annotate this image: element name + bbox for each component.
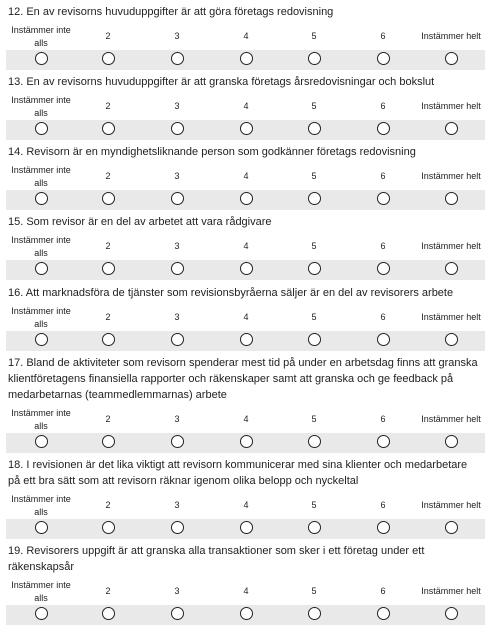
radio-option-4[interactable] (240, 122, 253, 135)
scale-label-3: 3 (174, 171, 180, 181)
radio-option-6[interactable] (377, 333, 390, 346)
scale-label-4: 4 (243, 31, 249, 41)
radio-option-7[interactable] (445, 262, 458, 275)
radio-option-2[interactable] (102, 192, 115, 205)
scale-label-1: Instämmer inte alls (11, 408, 71, 431)
scale-label-1: Instämmer inte alls (11, 494, 71, 517)
radio-option-1[interactable] (35, 122, 48, 135)
question-text: 17. Bland de aktiviteter som revisorn spenderar mest tid på under en arbetsdag finns att granska klientföretagens finansiella rapporter och räkenskaper samt att granska och ge feedback på medarbetarnas (teammedlemmarnas) arbete (8, 357, 478, 401)
radio-option-6[interactable] (377, 607, 390, 620)
scale-label-5: 5 (311, 101, 317, 111)
radio-option-3[interactable] (171, 262, 184, 275)
scale-label-1: Instämmer inte alls (11, 580, 71, 603)
scale-label-2: 2 (105, 586, 111, 596)
radio-row (6, 190, 485, 210)
scale-label-7: Instämmer helt (421, 31, 481, 41)
radio-option-5[interactable] (308, 521, 321, 534)
scale-label-4: 4 (243, 241, 249, 251)
scale-label-5: 5 (311, 500, 317, 510)
radio-row (6, 331, 485, 351)
radio-option-1[interactable] (35, 333, 48, 346)
radio-option-7[interactable] (445, 122, 458, 135)
scale-label-1: Instämmer inte alls (11, 235, 71, 258)
radio-option-1[interactable] (35, 521, 48, 534)
scale-label-3: 3 (174, 312, 180, 322)
scale-label-7: Instämmer helt (421, 171, 481, 181)
scale-label-2: 2 (105, 241, 111, 251)
radio-option-5[interactable] (308, 52, 321, 65)
scale-labels (0, 234, 491, 260)
question-text: 18. I revisionen är det lika viktigt att revisorn kommunicerar med sina klienter och medarbetare på ett bra sätt som att revisorn räknar igenom olika belopp och nyckeltal (8, 459, 468, 487)
radio-option-7[interactable] (445, 435, 458, 448)
scale-label-2: 2 (105, 171, 111, 181)
scale-label-2: 2 (105, 101, 111, 111)
radio-option-3[interactable] (171, 333, 184, 346)
scale-label-4: 4 (243, 500, 249, 510)
radio-option-3[interactable] (171, 607, 184, 620)
radio-row (6, 50, 485, 70)
radio-option-5[interactable] (308, 122, 321, 135)
radio-option-1[interactable] (35, 262, 48, 275)
radio-option-5[interactable] (308, 435, 321, 448)
scale-label-7: Instämmer helt (421, 241, 481, 251)
scale-label-4: 4 (243, 414, 249, 424)
radio-option-6[interactable] (377, 52, 390, 65)
radio-option-4[interactable] (240, 333, 253, 346)
scale-label-4: 4 (243, 101, 249, 111)
radio-row (6, 433, 485, 453)
scale-label-2: 2 (105, 31, 111, 41)
radio-option-5[interactable] (308, 333, 321, 346)
radio-option-2[interactable] (102, 435, 115, 448)
radio-option-1[interactable] (35, 52, 48, 65)
radio-option-2[interactable] (102, 52, 115, 65)
scale-labels (0, 94, 491, 120)
radio-option-1[interactable] (35, 607, 48, 620)
radio-option-7[interactable] (445, 607, 458, 620)
scale-label-5: 5 (311, 171, 317, 181)
question-text: 16. Att marknadsföra de tjänster som revisionsbyråerna säljer är en del av revisorers arbete (8, 287, 454, 299)
scale-label-4: 4 (243, 312, 249, 322)
question-text: 12. En av revisorns huvuduppgifter är att göra företags redovisning (8, 6, 334, 18)
radio-option-3[interactable] (171, 192, 184, 205)
scale-labels (0, 493, 491, 519)
scale-label-7: Instämmer helt (421, 101, 481, 111)
scale-label-2: 2 (105, 500, 111, 510)
scale-label-5: 5 (311, 31, 317, 41)
radio-option-5[interactable] (308, 262, 321, 275)
scale-labels (0, 24, 491, 50)
scale-label-7: Instämmer helt (421, 500, 481, 510)
radio-option-5[interactable] (308, 607, 321, 620)
radio-option-7[interactable] (445, 192, 458, 205)
radio-option-4[interactable] (240, 52, 253, 65)
radio-option-4[interactable] (240, 607, 253, 620)
scale-label-6: 6 (380, 241, 386, 251)
radio-option-2[interactable] (102, 333, 115, 346)
radio-option-1[interactable] (35, 435, 48, 448)
radio-option-1[interactable] (35, 192, 48, 205)
radio-option-7[interactable] (445, 52, 458, 65)
scale-label-5: 5 (311, 586, 317, 596)
radio-option-3[interactable] (171, 435, 184, 448)
scale-label-6: 6 (380, 586, 386, 596)
radio-option-3[interactable] (171, 521, 184, 534)
radio-row (6, 605, 485, 625)
radio-option-2[interactable] (102, 607, 115, 620)
scale-label-6: 6 (380, 171, 386, 181)
scale-label-4: 4 (243, 586, 249, 596)
scale-label-1: Instämmer inte alls (11, 25, 71, 48)
scale-label-6: 6 (380, 500, 386, 510)
question-text: 19. Revisorers uppgift är att granska alla transaktioner som sker i ett företag under ett räkenskapsår (8, 545, 425, 573)
radio-row (6, 120, 485, 140)
scale-label-3: 3 (174, 414, 180, 424)
radio-option-2[interactable] (102, 122, 115, 135)
scale-label-4: 4 (243, 171, 249, 181)
scale-label-6: 6 (380, 101, 386, 111)
question-text: 14. Revisorn är en myndighetsliknande person som godkänner företags redovisning (8, 146, 416, 158)
scale-label-7: Instämmer helt (421, 414, 481, 424)
scale-labels (0, 164, 491, 190)
radio-row (6, 260, 485, 280)
radio-option-4[interactable] (240, 435, 253, 448)
scale-labels (0, 305, 491, 331)
radio-option-6[interactable] (377, 521, 390, 534)
radio-option-6[interactable] (377, 192, 390, 205)
scale-label-1: Instämmer inte alls (11, 306, 71, 329)
scale-label-6: 6 (380, 31, 386, 41)
radio-option-4[interactable] (240, 521, 253, 534)
scale-label-3: 3 (174, 586, 180, 596)
scale-label-5: 5 (311, 312, 317, 322)
scale-label-6: 6 (380, 312, 386, 322)
radio-option-5[interactable] (308, 192, 321, 205)
scale-labels (0, 407, 491, 433)
scale-label-3: 3 (174, 241, 180, 251)
radio-option-7[interactable] (445, 521, 458, 534)
radio-option-2[interactable] (102, 521, 115, 534)
scale-label-7: Instämmer helt (421, 586, 481, 596)
scale-label-1: Instämmer inte alls (11, 165, 71, 188)
scale-label-6: 6 (380, 414, 386, 424)
scale-labels (0, 579, 491, 605)
question-text: 13. En av revisorns huvuduppgifter är att granska företags årsredovisningar och bokslut (8, 76, 435, 88)
radio-option-3[interactable] (171, 122, 184, 135)
scale-label-5: 5 (311, 241, 317, 251)
radio-row (6, 519, 485, 539)
scale-label-7: Instämmer helt (421, 312, 481, 322)
scale-label-3: 3 (174, 31, 180, 41)
scale-label-3: 3 (174, 101, 180, 111)
radio-option-7[interactable] (445, 333, 458, 346)
scale-label-2: 2 (105, 414, 111, 424)
scale-label-2: 2 (105, 312, 111, 322)
radio-option-4[interactable] (240, 262, 253, 275)
question-text: 15. Som revisor är en del av arbetet att vara rådgivare (8, 216, 272, 228)
scale-label-5: 5 (311, 414, 317, 424)
radio-option-6[interactable] (377, 262, 390, 275)
radio-option-6[interactable] (377, 122, 390, 135)
scale-label-1: Instämmer inte alls (11, 95, 71, 118)
radio-option-4[interactable] (240, 192, 253, 205)
radio-option-2[interactable] (102, 262, 115, 275)
scale-label-3: 3 (174, 500, 180, 510)
radio-option-3[interactable] (171, 52, 184, 65)
radio-option-6[interactable] (377, 435, 390, 448)
